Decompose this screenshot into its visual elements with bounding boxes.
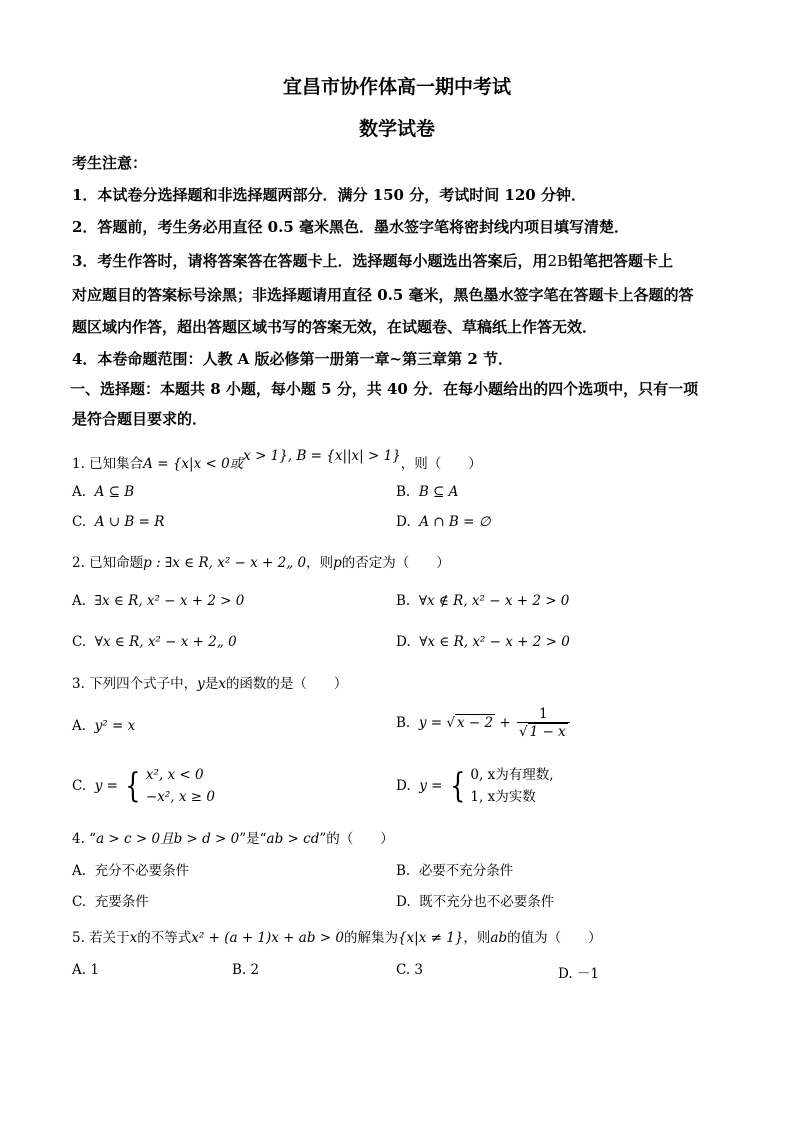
q1-option-c[interactable] [72,514,164,530]
q4-condition: a > c > 0且b > d > 0 [96,831,240,847]
question-2-stem [72,551,450,571]
q5-option-a[interactable]: A. 1 [72,962,99,978]
notice-item-4: 4．本卷命题范围：人教 A 版必修第一册第一章~第三章第 2 节． [72,350,513,368]
q4-option-c-text: 充要条件 [94,894,149,910]
q1-option-b-text: B ⊆ A [418,484,459,500]
q2-option-d-text: ∀x ∈ R, x² − x + 2 > 0 [419,634,570,650]
question-4-stem [72,827,394,847]
q2-option-b[interactable] [396,593,569,609]
q4-option-d[interactable] [396,890,554,910]
q2-option-a-label: A. [72,593,87,609]
q3-x: x [218,676,226,692]
q5-option-b[interactable]: B. 2 [232,962,260,978]
q3-option-d-lhs: y = [419,778,447,794]
q2-option-c-label: C. [72,634,87,650]
q3-stem-a: 3. 下列四个式子中， [72,676,198,692]
q5-inequality: x² + (a + 1)x + ab > 0 [191,930,344,946]
q1-option-c-label: C. [72,514,87,530]
q4-option-a-text: 充分不必要条件 [94,863,190,879]
q1-option-a-text: A ⊆ B [94,484,135,500]
notice-item-3-line-1 [72,250,673,271]
q2-p: p [333,555,342,571]
q5-stem-d: ，则 [463,930,491,946]
q1-option-c-text: A ∪ B = R [94,514,165,530]
q1-option-a-label: A. [72,484,87,500]
q4-option-a[interactable] [72,859,189,879]
q4-stem-c: ”的（ ） [319,831,394,847]
q4-stem-a: 4. “ [72,831,97,847]
q4-option-b-text: 必要不充分条件 [418,863,514,879]
q2-proposition: p : ∃x ∈ R, x² − x + 2„ 0 [143,555,307,571]
q4-option-a-label: A. [72,863,87,879]
q3-option-b[interactable]: B. y = √ x − 2 + $\frac{1}{√ 1 - x}$ [396,706,572,741]
q3-option-d-case-1: 0, x为有理数, [470,767,554,783]
q2-option-b-label: B. [396,593,411,609]
notice-item-3-line-2: 对应题目的答案标号涂黑；非选择题请用直径 0.5 毫米，黑色墨水签字笔在答题卡上各题的答 [72,286,694,304]
q2-option-b-text: ∀x ∉ R, x² − x + 2 > 0 [418,593,570,609]
q1-option-a[interactable] [72,484,134,500]
q5-ab: ab [490,930,508,946]
question-3-stem [72,672,347,692]
q2-option-c-text: ∀x ∈ R, x² − x + 2„ 0 [94,634,237,650]
q4-stem-b: ”是“ [239,831,267,847]
q3-option-b-fraction: $\frac{1}{√ 1 - x}$ [517,706,570,741]
q4-option-c[interactable] [72,890,149,910]
q3-stem-b: 是 [204,676,219,692]
q3-option-a-label: A. [72,718,87,734]
q3-option-d-label: D. [396,778,411,794]
q5-stem-e: 的值为（ ） [507,930,602,946]
notice-heading: 考生注意： [72,154,148,172]
q4-option-d-label: D. [396,894,411,910]
notice-item-1: 1．本试卷分选择题和非选择题两部分．满分 150 分，考试时间 120 分钟． [72,186,586,204]
q3-option-d-case-2: 1, x为实数 [470,789,536,805]
q1-set-b: , B = {x||x| > 1} [287,448,401,464]
q1-option-b-label: B. [396,484,411,500]
q4-option-c-label: C. [72,894,87,910]
q2-stem-a: 2. 已知命题 [72,555,144,571]
q3-option-b-sqrt: x − 2 [456,715,494,731]
question-1-stem [72,448,482,472]
section-heading-line-1: 一、选择题：本题共 8 小题，每小题 5 分，共 40 分．在每小题给出的四个选项中，只有一项 [70,380,699,398]
q5-x: x [129,930,138,946]
q1-option-d-text: A ∩ B = ∅ [419,514,491,530]
q3-option-a[interactable] [72,718,135,734]
exam-title: 宜昌市协作体高一期中考试 [282,76,511,98]
q3-option-c-case-1: x², x < 0 [145,767,204,783]
q2-option-a[interactable] [72,593,244,609]
q3-option-a-text: y² = x [94,718,136,734]
q3-option-b-numerator: 1 [517,706,570,723]
q5-option-c[interactable]: C. 3 [396,962,424,978]
q3-option-d[interactable]: D. y = { 0, x为有理数, 1, x为实数 [396,766,554,806]
notice-item-3-text-a: 3．考生作答时，请将答案答在答题卡上．选择题每小题选出答案后，用 [72,252,548,270]
q3-option-b-denominator: 1 − x [529,724,566,740]
q5-solution-set: {x|x ≠ 1} [397,930,464,946]
q3-y: y [197,676,205,692]
q4-conclusion: ab > cd [266,831,320,847]
q1-set-a: A = {x|x < 0或 [143,456,244,472]
q4-option-b-label: B. [396,863,411,879]
q1-set-a2: x > 1} [243,448,288,464]
q1-stem-a: 1. 已知集合 [72,456,144,472]
q2-option-d-label: D. [396,634,411,650]
q2-option-d[interactable] [396,634,570,650]
q2-option-a-text: ∃x ∈ R, x² − x + 2 > 0 [94,593,245,609]
q3-option-b-label: B. [396,715,411,731]
section-heading-line-2: 是符合题目要求的． [72,410,208,428]
q2-option-c[interactable] [72,634,237,650]
q3-option-b-lhs: y = [418,715,447,731]
q3-option-c-lhs: y = [94,778,123,794]
q1-option-d-label: D. [396,514,411,530]
q5-stem-c: 的解集为 [343,930,398,946]
q3-option-c-label: C. [72,778,87,794]
q4-option-b[interactable] [396,859,513,879]
q3-stem-c: 的函数的是（ ） [225,676,348,692]
q1-stem-b: ，则（ ） [400,456,482,472]
exam-subtitle: 数学试卷 [358,118,435,140]
q1-option-d[interactable] [396,514,490,530]
q5-stem-b: 的不等式 [137,930,192,946]
q4-option-d-text: 既不充分也不必要条件 [419,894,555,910]
q3-option-b-plus: + [495,715,515,731]
q3-option-c-case-2: −x², x ≥ 0 [145,789,215,805]
notice-item-3-2b: 2B [547,252,569,270]
q2-stem-b: ，则 [306,555,334,571]
q2-stem-c: 的否定为（ ） [341,555,450,571]
notice-item-2: 2．答题前，考生务必用直径 0.5 毫米黑色．墨水签字笔将密封线内项目填写清楚． [72,218,629,236]
notice-item-3-text-b: 铅笔把答题卡上 [568,252,674,270]
q3-option-c[interactable]: C. y = { x², x < 0 −x², x ≥ 0 [72,766,215,806]
q5-option-d[interactable]: D. －1 [558,966,600,982]
question-5-stem [72,926,602,946]
q5-stem-a: 5. 若关于 [72,930,130,946]
q1-option-b[interactable] [396,484,458,500]
notice-item-3-line-3: 题区域内作答，超出答题区域书写的答案无效，在试题卷、草稿纸上作答无效． [72,318,598,336]
